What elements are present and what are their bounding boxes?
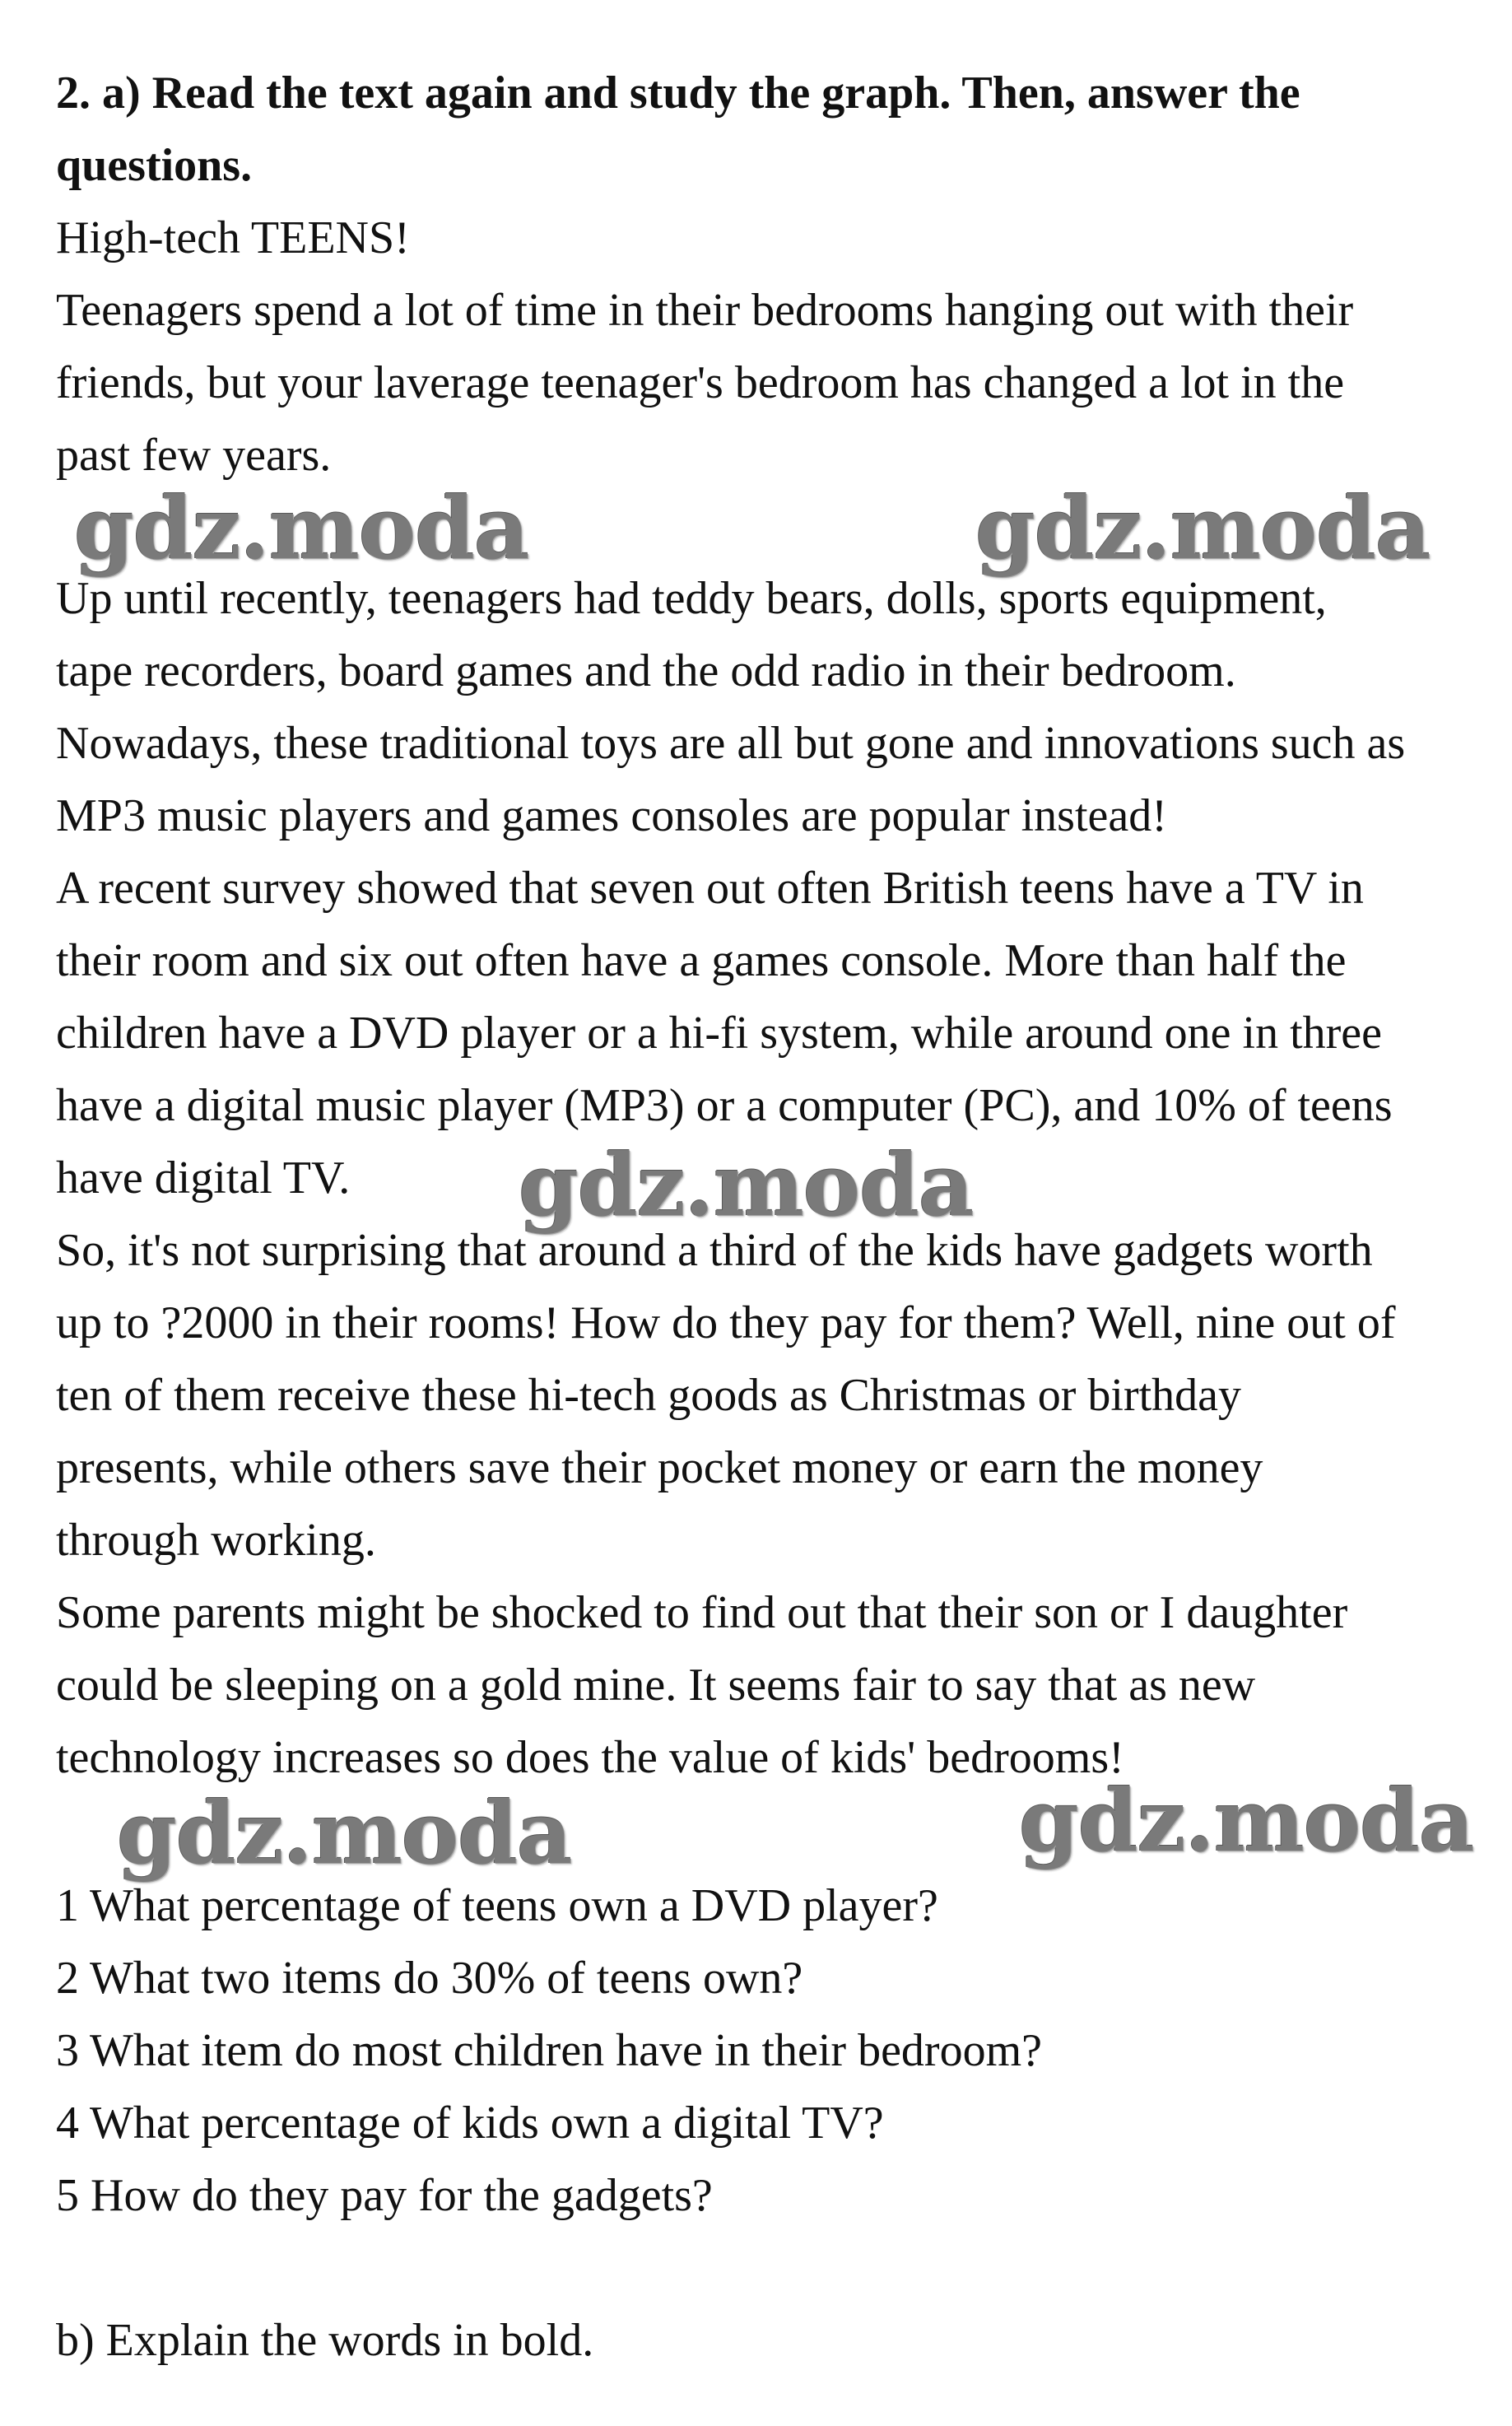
watermark: gdz.moda: [117, 1782, 572, 1884]
watermark: gdz.moda: [975, 477, 1431, 579]
article-line: A recent survey showed that seven out often British teens have a TV in: [56, 863, 1364, 914]
article-line: tape recorders, board games and the odd radio in their bedroom.: [56, 645, 1236, 696]
article-line: MP3 music players and games consoles are popular instead!: [56, 790, 1167, 841]
article-line: Nowadays, these traditional toys are all but gone and innovations such as: [56, 718, 1406, 769]
article-line: presents, while others save their pocket money or earn the money: [56, 1442, 1263, 1493]
question-item: 2 What two items do 30% of teens own?: [56, 1953, 803, 2004]
article-line: have digital TV.: [56, 1152, 351, 1204]
article-line: Up until recently, teenagers had teddy bears, dolls, sports equipment,: [56, 573, 1327, 624]
article-line: through working.: [56, 1515, 376, 1566]
question-item: 4 What percentage of kids own a digital TV?: [56, 2098, 884, 2149]
article-line: could be sleeping on a gold mine. It seems fair to say that as new: [56, 1660, 1256, 1711]
article-line: So, it's not surprising that around a third of the kids have gadgets worth: [56, 1225, 1373, 1276]
article-line: have a digital music player (MP3) or a computer (PC), and 10% of teens: [56, 1080, 1393, 1131]
article-line: past few years.: [56, 430, 332, 481]
article-line: children have a DVD player or a hi-fi system, while around one in three: [56, 1008, 1383, 1059]
question-item: 1 What percentage of teens own a DVD player?: [56, 1880, 938, 1931]
article-line: Teenagers spend a lot of time in their bedrooms hanging out with their: [56, 285, 1354, 336]
watermark: gdz.moda: [1019, 1770, 1474, 1871]
article-line: friends, but your laverage teenager's bedroom has changed a lot in the: [56, 357, 1345, 408]
exercise-heading-line-2: questions.: [56, 140, 253, 191]
article-title: High-tech TEENS!: [56, 212, 410, 263]
question-item: 3 What item do most children have in their bedroom?: [56, 2025, 1042, 2076]
part-b-instruction: b) Explain the words in bold.: [56, 2315, 594, 2366]
article-line: their room and six out often have a games console. More than half the: [56, 935, 1347, 986]
watermark: gdz.moda: [74, 477, 529, 579]
watermark: gdz.moda: [519, 1134, 974, 1236]
article-line: up to ?2000 in their rooms! How do they pay for them? Well, nine out of: [56, 1297, 1396, 1348]
article-line: technology increases so does the value of kids' bedrooms!: [56, 1732, 1124, 1783]
question-item: 5 How do they pay for the gadgets?: [56, 2170, 713, 2221]
article-line: Some parents might be shocked to find out that their son or I daughter: [56, 1587, 1348, 1638]
exercise-heading-line-1: 2. a) Read the text again and study the graph. Then, answer the: [56, 68, 1300, 119]
article-line: ten of them receive these hi-tech goods as Christmas or birthday: [56, 1370, 1242, 1421]
